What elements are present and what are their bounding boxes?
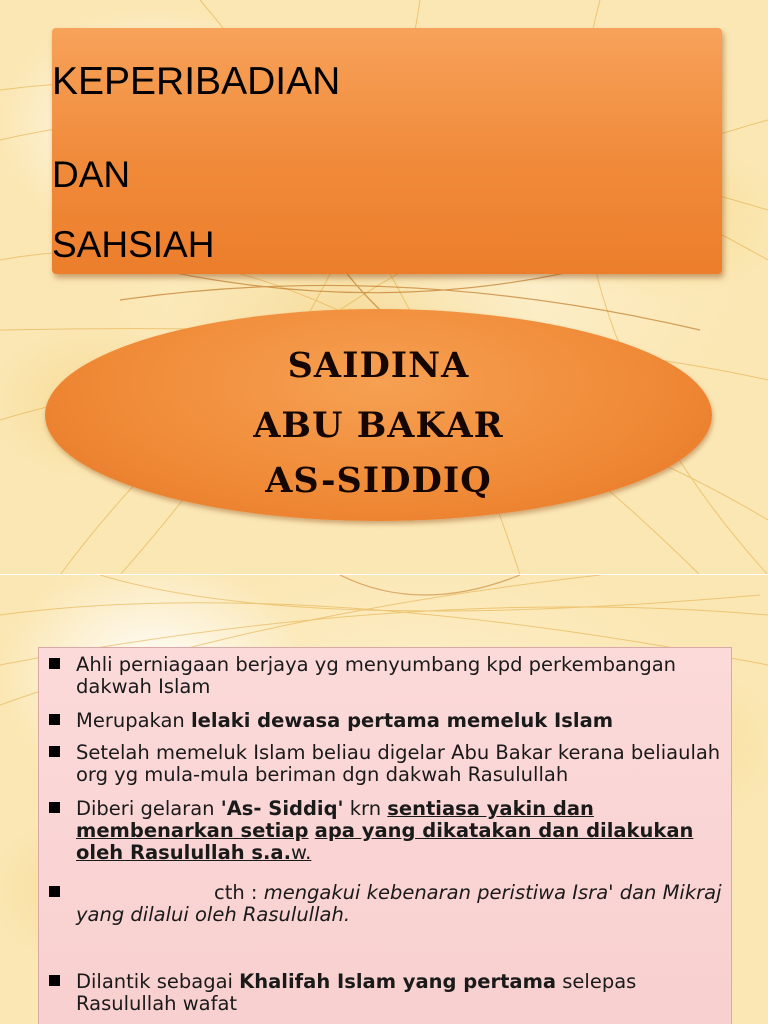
- square-bullet-icon: [49, 802, 60, 813]
- text-run: 'As- Siddiq': [220, 797, 344, 820]
- text-run: Dilantik sebagai: [76, 970, 240, 993]
- text-run: krn: [343, 797, 388, 820]
- text-run: Diberi gelaran: [76, 797, 221, 820]
- bullet-panel: [38, 647, 732, 1024]
- text-run: selepas Rasulullah wafat: [76, 970, 637, 1015]
- text-run: mengakui kebenaran peristiwa Isra' dan Mikraj yang dilalui oleh Rasulullah.: [76, 881, 722, 926]
- text-run: Setelah memeluk Islam beliau digelar Abu Bakar kerana beliaulah org yg mula-mula beriman dgn dakwah Rasulullah: [76, 741, 721, 786]
- bullet-text: [76, 742, 726, 786]
- bullet-text: [76, 798, 726, 864]
- title-line-2: DAN: [52, 154, 131, 195]
- bullet-text: [76, 882, 726, 926]
- slide-content: [0, 575, 768, 1024]
- oval-line-3: AS-SIDDIQ: [265, 460, 492, 501]
- text-run: apa yang dikatakan dan dilakukan oleh Rasulullah s.a.: [76, 819, 694, 864]
- bullet-text: [76, 710, 726, 732]
- oval-line-2: ABU BAKAR: [253, 405, 504, 446]
- text-run: lelaki dewasa pertama memeluk Islam: [190, 709, 614, 732]
- title-line-1: KEPERIBADIAN: [52, 60, 341, 103]
- square-bullet-icon: [49, 886, 60, 897]
- square-bullet-icon: [49, 658, 60, 669]
- text-run: Khalifah Islam yang pertama: [239, 970, 557, 993]
- text-run: Ahli perniagaan berjaya yg menyumbang kpd perkembangan dakwah Islam: [76, 653, 677, 698]
- text-run: w.: [291, 841, 312, 864]
- square-bullet-icon: [49, 714, 60, 725]
- oval-line-1: SAIDINA: [287, 345, 470, 386]
- bullet-text: [76, 971, 726, 1015]
- text-run: cth :: [214, 881, 264, 904]
- title-line-3: SAHSIAH: [52, 224, 215, 265]
- text-run: sentiasa yakin dan membenarkan setiap: [76, 797, 594, 842]
- bullet-text: [76, 654, 726, 698]
- text-run: Merupakan: [76, 709, 191, 732]
- square-bullet-icon: [49, 975, 60, 986]
- square-bullet-icon: [49, 746, 60, 757]
